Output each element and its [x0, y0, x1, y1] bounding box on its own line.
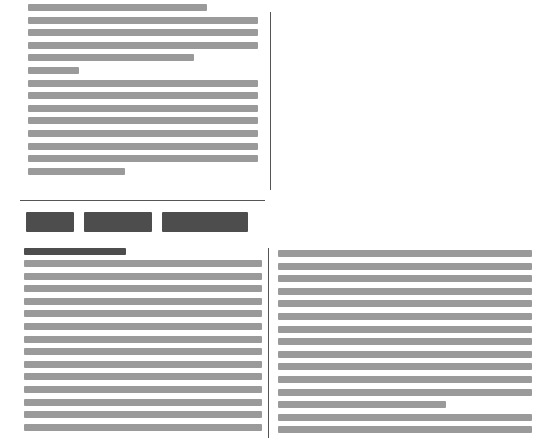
- text-line: [28, 4, 207, 11]
- text-line: [24, 373, 262, 380]
- text-line: [28, 80, 258, 87]
- text-line: [24, 424, 262, 431]
- text-line: [24, 411, 262, 418]
- text-line: [28, 29, 258, 36]
- text-line: [278, 313, 532, 320]
- text-line: [24, 348, 262, 355]
- body-column-rule: [268, 248, 269, 438]
- kicker: [24, 246, 144, 258]
- text-line: [28, 92, 258, 99]
- text-line: [28, 143, 258, 150]
- text-line: [24, 399, 262, 406]
- text-line: [278, 414, 532, 421]
- text-line: [278, 338, 532, 345]
- text-line: [28, 67, 79, 74]
- text-line: [278, 351, 532, 358]
- text-line: [278, 263, 532, 270]
- text-line: [24, 336, 262, 343]
- text-line: [24, 260, 262, 267]
- text-line: [278, 363, 532, 370]
- text-line: [28, 168, 125, 175]
- text-line: [28, 42, 258, 49]
- text-line: [28, 54, 194, 61]
- text-line: [24, 285, 262, 292]
- text-line: [278, 275, 532, 282]
- text-line: [278, 389, 532, 396]
- text-line: [28, 155, 258, 162]
- text-line: [278, 250, 532, 257]
- text-line: [24, 361, 262, 368]
- text-line: [24, 273, 262, 280]
- text-line: [24, 386, 262, 393]
- body-column-right: [278, 250, 532, 438]
- column-rule: [270, 12, 271, 190]
- text-line: [278, 426, 532, 433]
- text-line: [28, 130, 258, 137]
- text-line: [278, 288, 532, 295]
- text-line: [24, 310, 262, 317]
- headline: [24, 204, 254, 238]
- body-column-left: [24, 260, 262, 438]
- text-line: [28, 117, 258, 124]
- top-article-column: [28, 4, 258, 184]
- text-line: [278, 300, 532, 307]
- text-line: [28, 17, 258, 24]
- text-line: [28, 105, 258, 112]
- text-line: [24, 323, 262, 330]
- text-line: [24, 298, 262, 305]
- text-line: [278, 376, 532, 383]
- text-line: [278, 326, 532, 333]
- text-line: [278, 401, 446, 408]
- section-divider: [20, 200, 265, 201]
